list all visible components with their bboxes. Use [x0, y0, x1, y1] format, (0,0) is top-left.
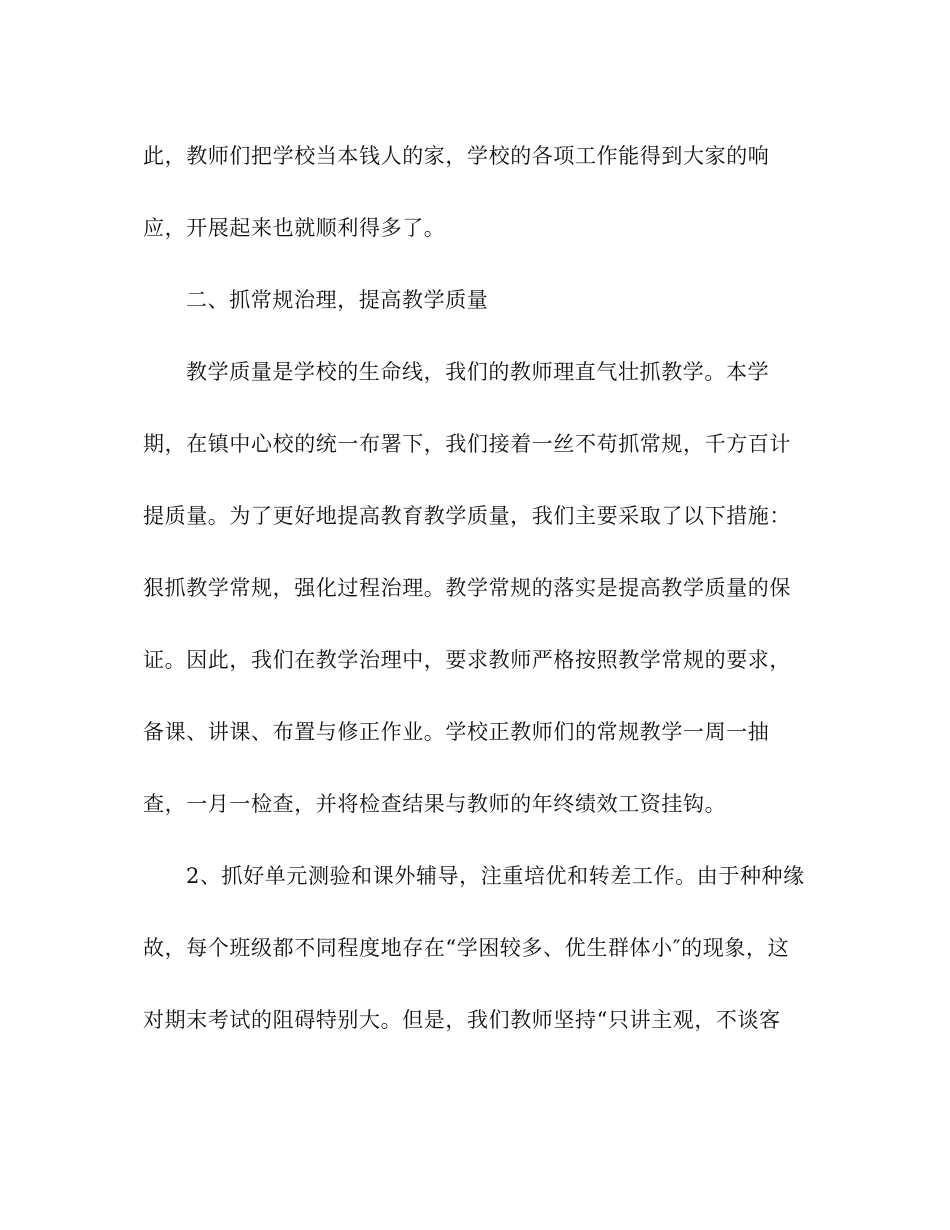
text-line: 备课、讲课、布置与修正作业。学校正教师们的常规教学一周一抽 — [143, 720, 770, 744]
text-line: 证。因此，我们在教学治理中，要求教师严格按照教学常规的要求， — [143, 648, 791, 672]
text-line: 狠抓教学常规，强化过程治理。教学常规的落实是提高教学质量的保 — [143, 576, 791, 600]
text-line: 查，一月一检查，并将检查结果与教师的年终绩效工资挂钩。 — [143, 792, 727, 816]
text-line: 对期末考试的阻碍特别大。但是，我们教师坚持“只讲主观，不谈客 — [143, 1008, 781, 1032]
text-line: 此，教师们把学校当本钱人的家，学校的各项工作能得到大家的响 — [143, 144, 770, 168]
text-line: 期，在镇中心校的统一布署下，我们接着一丝不苟抓常规，千方百计 — [143, 432, 791, 456]
section-heading: 二、抓常规治理，提高教学质量 — [186, 288, 489, 312]
text-line: 应，开展起来也就顺利得多了。 — [143, 216, 446, 240]
text-line: 故，每个班级都不同程度地存在“学困较多、优生群体小″的现象，这 — [143, 936, 790, 960]
text-line: 教学质量是学校的生命线，我们的教师理直气壮抓教学。本学 — [186, 360, 770, 384]
text-line: 2、抓好单元测验和课外辅导，注重培优和转差工作。由于种种缘 — [186, 864, 805, 888]
text-line: 提质量。为了更好地提高教育教学质量，我们主要采取了以下措施： — [143, 504, 791, 528]
